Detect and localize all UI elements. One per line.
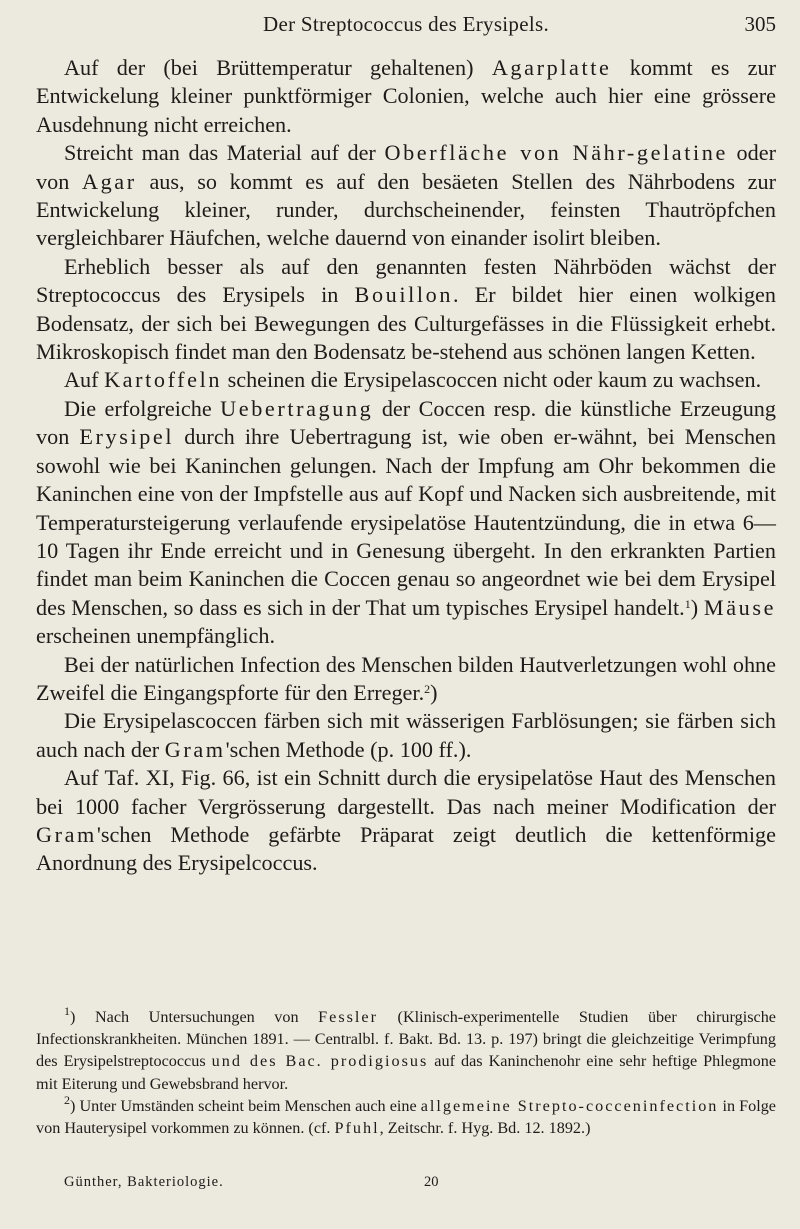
paragraph-plate-reference (36, 764, 776, 878)
spaced-term: Bouillon (354, 282, 454, 308)
paragraph-surface-culture (36, 139, 776, 253)
text-run: durch ihre Uebertragung ist, wie oben er-wähnt, bei Menschen sowohl wie bei Kaninchen gelungen. Nach der Impfung am Ohr bekommen die Kaninchen eine von der Impfstelle aus auf Kopf und Nacken sich ausbreitende, mit Temperatursteigerung verlaufende erysipelatöse Hautentzündung, die in etwa 6—10 Tagen ihr Ende erreicht und in Genesung übergeht. In den erkrankten Partien findet man beim Kaninchen die Coccen genau so angeordnet wie bei dem Erysipel des Menschen, so dass es sich in der That um typisches Erysipel handelt. (36, 424, 776, 620)
footnote-marker: 1 (64, 1004, 70, 1018)
paragraph-potatoes (36, 366, 776, 394)
main-text (36, 54, 776, 878)
sheet-signature: 20 (424, 1174, 439, 1190)
paragraph-natural-infection (36, 651, 776, 708)
text-run: . Er bildet hier einen wolkigen Bodensatz, der sich bei Bewegungen des Culturgefässes in die Flüssigkeit erhebt. Mikroskopisch findet man den Bodensatz be-stehend aus schönen langen Ketten. (36, 282, 776, 365)
spaced-term: und des Bac. prodigiosus (211, 1052, 429, 1071)
text-run: ) (430, 679, 438, 705)
text-run: Bei der natürlichen Infection des Menschen bilden Hautverletzungen wohl ohne Zweifel die Eingangspforte für den Erreger. (36, 651, 776, 705)
text-run: Erheblich besser als auf den genannten festen Nährböden wächst der Streptococcus des Erysipels in (36, 253, 776, 308)
footnote-ref-1[interactable]: 1 (684, 596, 691, 611)
paragraph-bouillon (36, 253, 776, 367)
running-title: Der Streptococcus des Erysipels. (262, 12, 550, 36)
spaced-term: Mäuse (703, 594, 777, 620)
spaced-term: Kartoffeln (104, 367, 223, 393)
spaced-term: allgemeine Strepto-cocceninfection (420, 1096, 719, 1115)
spaced-term: Uebertragung (220, 395, 374, 421)
text-run: Die Erysipelascoccen färben sich mit wässerigen Farblösungen; sie färben sich auch nach der (36, 708, 776, 762)
footnote-marker: 2 (64, 1092, 70, 1107)
page-footer (36, 1174, 776, 1196)
paragraph-staining (36, 707, 776, 764)
page-number: 305 (744, 12, 776, 36)
paragraph-agar-plate (36, 54, 776, 139)
footnote-1 (36, 1006, 776, 1095)
footnotes (36, 1006, 776, 1139)
text-run: oder von (36, 140, 776, 194)
text-run: (Klinisch-experimentelle Studien über chirurgische Infectionskrankheiten. München 1891. — Centralbl. f. Bakt. Bd. 13. p. 197) bringt die gleichzeitige Verimpfung des Erysipelstreptococcus (36, 1008, 776, 1071)
spaced-term: Pfuhl (334, 1119, 380, 1138)
spaced-term: Fessler (318, 1008, 378, 1026)
text-run: ) Unter Umständen scheint beim Menschen auch eine (70, 1096, 421, 1115)
text-run: auf das Kaninchenohr eine sehr heftige Phlegmone mit Eiterung und Gewebsbrand hervor. (36, 1052, 777, 1093)
spaced-term: Agarplatte (491, 55, 612, 80)
footnote-ref-2[interactable]: 2 (424, 681, 431, 696)
text-run: Die erfolgreiche (64, 395, 221, 421)
spaced-term: Agar (81, 168, 137, 194)
footnote-2 (36, 1092, 776, 1139)
text-run: Auf der (bei Brüttemperatur gehaltenen) (64, 55, 492, 80)
text-run: , Zeitschr. f. Hyg. Bd. 12. 1892.) (379, 1119, 591, 1138)
text-run: 'schen Methode gefärbte Präparat zeigt deutlich die kettenförmige Anordnung des Erysipelcoccus. (36, 821, 776, 876)
text-run: ) Nach Untersuchungen von (70, 1008, 319, 1026)
text-run: aus, so kommt es auf den besäeten Stellen des Nährbodens zur Entwickelung kleiner, runder, durchscheinender, feinsten Thautröpfchen vergleichbarer Häufchen, welche dauernd von einander isolirt bleiben. (36, 168, 777, 251)
text-run: scheinen die Erysipelascoccen nicht oder kaum zu wachsen. (222, 367, 762, 393)
text-run: in Folge von Hauterysipel vorkommen zu können. (cf. (36, 1096, 776, 1138)
spaced-term: Gram (164, 736, 226, 762)
paragraph-transmission (36, 395, 776, 651)
running-header (36, 12, 776, 44)
text-run: der Coccen resp. die künstliche Erzeugung von (36, 395, 776, 450)
spaced-term: Gram (36, 821, 97, 847)
signature-author: Günther, Bakteriologie. (64, 1174, 224, 1190)
text-run: Auf Taf. XI, Fig. 66, ist ein Schnitt durch die erysipelatöse Haut des Menschen bei 1000 facher Vergrösserung dargestellt. Das nach meiner Modification der (36, 765, 776, 819)
text-run: Auf (64, 367, 105, 393)
text-run: ) (690, 594, 704, 620)
spaced-term: Oberfläche von Nähr-gelatine (384, 140, 728, 166)
text-run: Streicht man das Material auf der (64, 140, 385, 166)
text-run: kommt es zur Entwickelung kleiner punktförmiger Colonien, welche auch hier eine grössere Ausdehnung nicht erreichen. (36, 55, 777, 137)
text-run: 'schen Methode (p. 100 ff.). (225, 736, 472, 762)
text-run: erscheinen unempfänglich. (36, 623, 276, 649)
spaced-term: Erysipel (79, 424, 175, 450)
